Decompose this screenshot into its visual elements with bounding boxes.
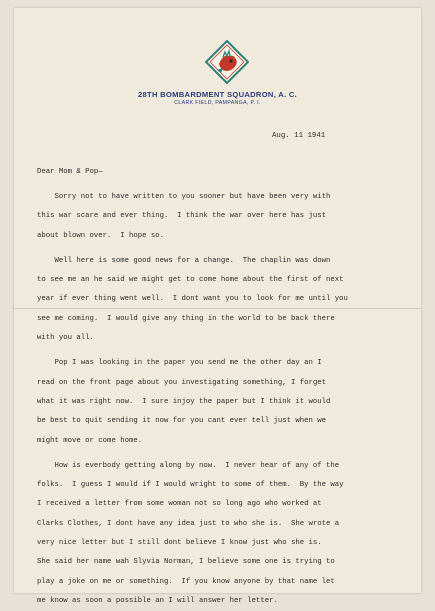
text-line: I received a letter from some woman not so long ago who worked at [37, 500, 322, 509]
text-line: She said her name wah Slyvia Norman, I believe some one is trying to [37, 558, 335, 567]
text-line: Sorry not to have written to you sooner but have been very with [37, 193, 331, 201]
text-line: Pop I was looking in the paper you send me the other day an I [37, 359, 322, 368]
text-line: with you all. [37, 334, 94, 343]
text-line: to see me an he said we might get to come home about the first of next [37, 276, 344, 285]
paragraph [37, 457, 397, 611]
text-line: see me coming. I would give any thing in the world to be back there [37, 314, 335, 323]
squadron-emblem-icon [205, 40, 249, 84]
text-line: read on the front page about you investigating something, I forget [37, 378, 327, 387]
paragraph [37, 188, 397, 246]
text-line: Clarks Clothes, I dont have any idea just to who she is. She wrote a [37, 519, 340, 528]
text-line: me know as soon a possible an I will answer her letter. [37, 596, 278, 605]
text-line: be best to quit sending it now for you cant ever tell just when we [37, 417, 327, 426]
text-line: Well here is some good news for a change. The chaplin was down [37, 256, 331, 265]
letter-date: Aug. 11 1941 [272, 132, 326, 140]
text-line: this war scare and ever thing. I think the war over here has just [37, 212, 327, 221]
text-line: what it was right now. I sure injoy the paper but I think it would [37, 397, 331, 406]
letterhead-title: 28TH BOMBARDMENT SQUADRON, A. C. [137, 90, 298, 99]
letter-body [37, 188, 397, 611]
text-line: play a joke on me or something. If you know anyone by that name let [37, 577, 335, 586]
text-line: folks. I guess I would if I would wright to some of them. By the way [37, 481, 344, 490]
paragraph [37, 354, 397, 450]
letterhead-subtitle: CLARK FIELD, PAMPANGA, P. I. [174, 100, 261, 106]
text-line: about blown over. I hope so. [37, 231, 164, 240]
text-line: year if ever thing went well. I dont want you to look for me until you [37, 295, 348, 304]
salutation: Dear Mom & Pop— [37, 168, 103, 176]
text-line: very nice letter but I still dont believe I know just who she is. [37, 539, 322, 548]
paragraph [37, 252, 397, 348]
text-line: How is everbody getting along by now. I never hear of any of the [37, 461, 340, 470]
text-line: might move or come home. [37, 436, 143, 445]
